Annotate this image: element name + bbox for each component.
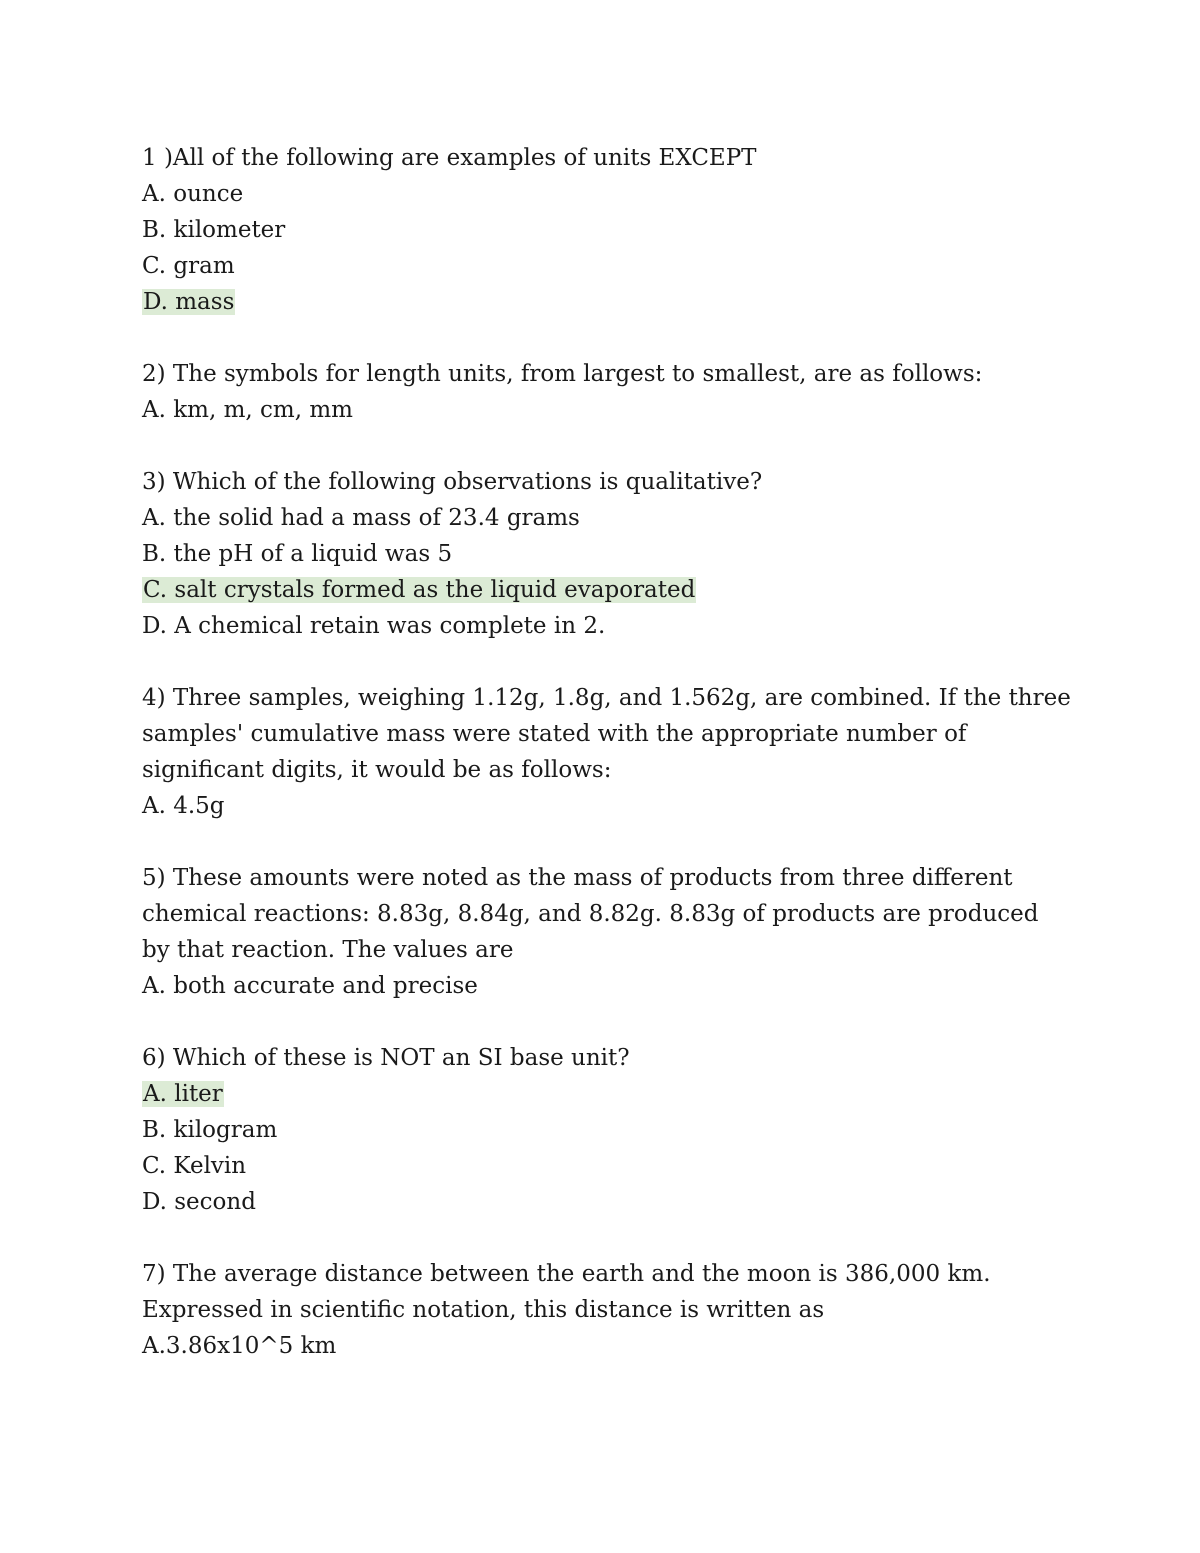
question-stem: 6) Which of these is NOT an SI base unit? [142,1045,630,1071]
answer-option-text: D. mass [143,289,235,315]
question-stem: 2) The symbols for length units, from largest to smallest, are as follows: [142,361,983,387]
answer-option-text: A. 4.5g [142,793,225,819]
question-stem: 7) The average distance between the earth and the moon is 386,000 km. Expressed in scientific notation, this distance is written as [142,1261,991,1323]
answer-option [142,248,1072,284]
answer-option [142,968,1072,1004]
answer-option-highlighted [142,284,1072,320]
question-stem: 3) Which of the following observations is qualitative? [142,469,763,495]
answer-option-text: C. salt crystals formed as the liquid evaporated [143,577,696,603]
answer-option-text: D. A chemical retain was complete in 2. [142,613,606,639]
answer-option-text: A. both accurate and precise [142,973,478,999]
answer-option-text: C. Kelvin [142,1153,247,1179]
answer-option-text: B. kilogram [142,1117,278,1143]
answer-option-text: A. the solid had a mass of 23.4 grams [142,505,580,531]
answer-option [142,176,1072,212]
answer-option [142,608,1072,644]
answer-option [142,1148,1072,1184]
question-2 [142,356,1072,428]
question-7 [142,1256,1072,1364]
answer-option-highlighted [142,1076,1072,1112]
answer-option [142,536,1072,572]
answer-option-text: A.3.86x10^5 km [142,1333,337,1359]
answer-option-text: C. gram [142,253,235,279]
answer-option-highlighted [142,572,1072,608]
question-4 [142,680,1072,824]
answer-option [142,212,1072,248]
question-list [142,140,1072,1400]
answer-option [142,1112,1072,1148]
question-stem: 5) These amounts were noted as the mass of products from three different chemical reactions: 8.83g, 8.84g, and 8.82g. 8.83g of products are produced by that reaction. The values are [142,865,1039,963]
answer-option-text: B. kilometer [142,217,286,243]
answer-option-text: D. second [142,1189,256,1215]
question-1 [142,140,1072,320]
answer-option-text: B. the pH of a liquid was 5 [142,541,453,567]
question-stem: 1 )All of the following are examples of units EXCEPT [142,145,757,171]
answer-option [142,500,1072,536]
answer-option [142,1328,1072,1364]
question-stem: 4) Three samples, weighing 1.12g, 1.8g, and 1.562g, are combined. If the three samples' cumulative mass were stated with the appropriate number of significant digits, it would be as follows: [142,685,1071,783]
question-5 [142,860,1072,1004]
answer-option [142,392,1072,428]
answer-option-text: A. km, m, cm, mm [142,397,353,423]
answer-option [142,1184,1072,1220]
question-6 [142,1040,1072,1220]
question-3 [142,464,1072,644]
answer-option-text: A. liter [143,1081,223,1107]
answer-option [142,788,1072,824]
answer-option-text: A. ounce [142,181,244,207]
